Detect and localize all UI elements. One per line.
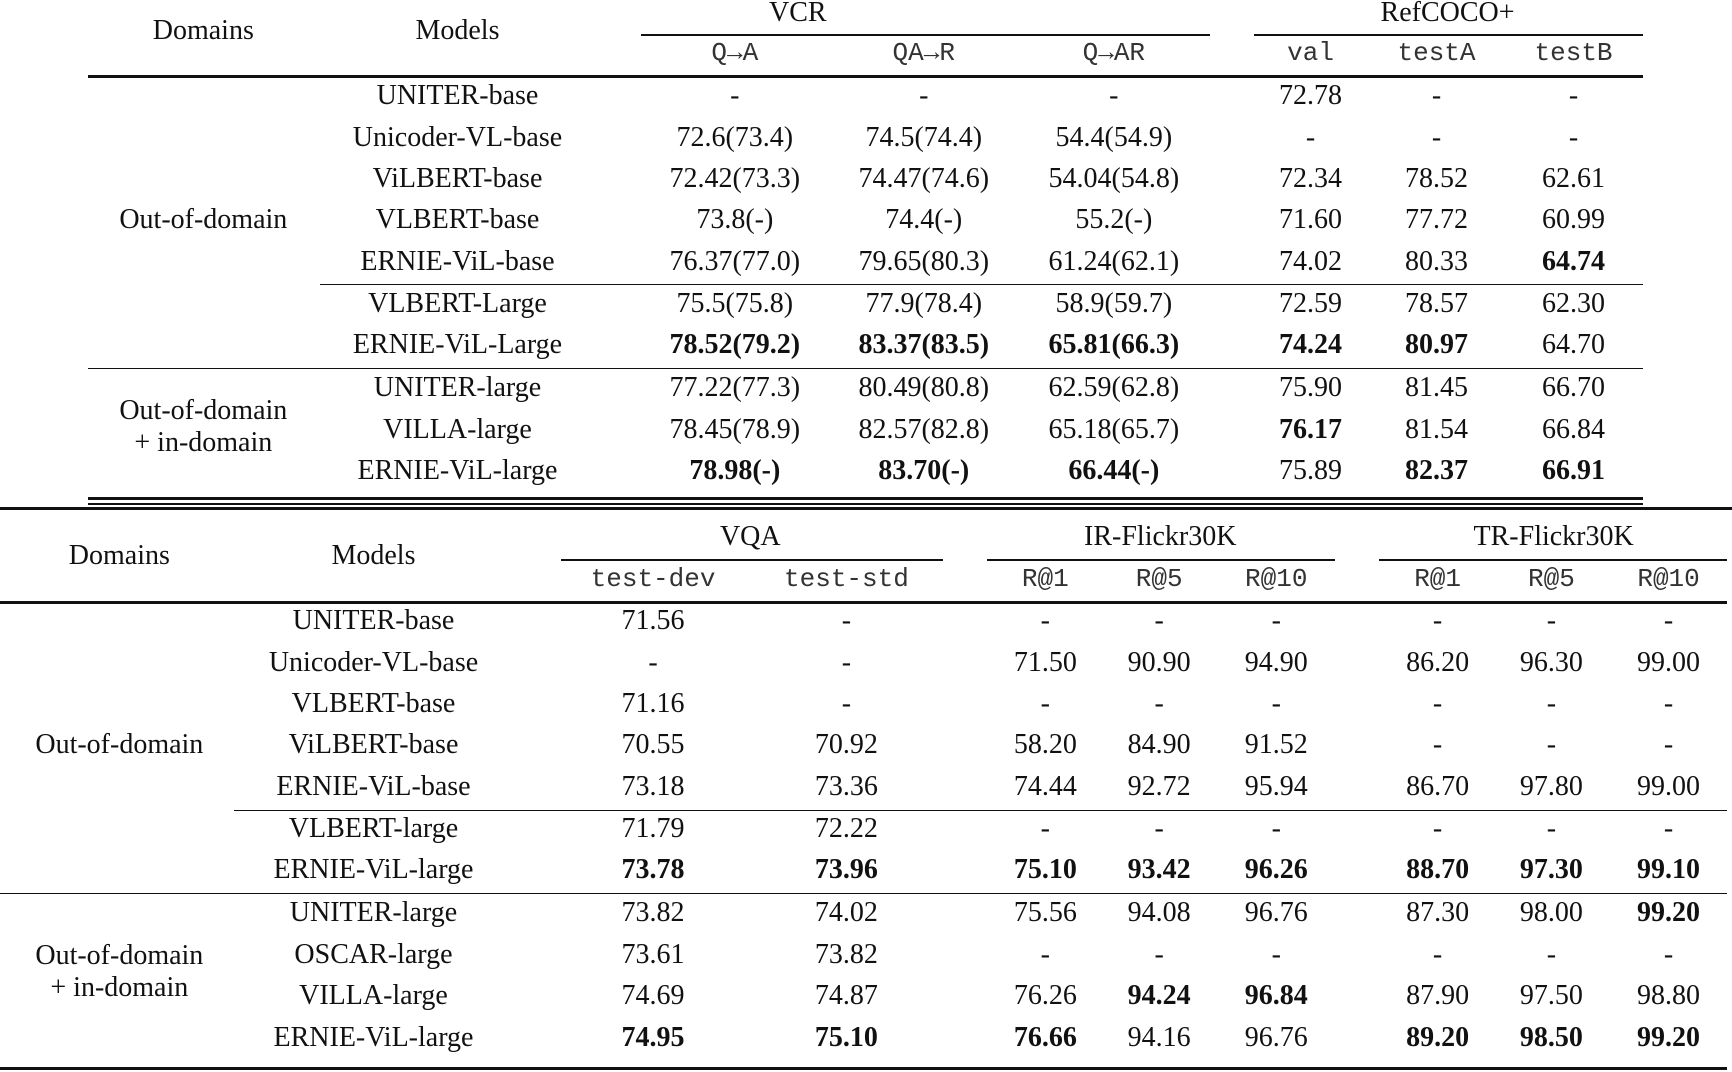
table-cell: 62.30 bbox=[1542, 287, 1606, 319]
model-name: ERNIE-ViL-base bbox=[360, 245, 555, 277]
table-cell: 71.60 bbox=[1279, 203, 1343, 235]
domain-label: Out-of-domain bbox=[35, 728, 204, 760]
table-cell: - bbox=[1546, 605, 1557, 636]
table-cell: 74.95 bbox=[621, 1021, 685, 1053]
table-cell: - bbox=[1663, 938, 1674, 970]
table-cell: 61.24(62.1) bbox=[1048, 245, 1180, 277]
model-name: UNITER-base bbox=[376, 80, 539, 112]
model-name: UNITER-large bbox=[373, 371, 542, 403]
table-cell: 99.20 bbox=[1637, 1021, 1701, 1053]
table-cell: 87.90 bbox=[1406, 979, 1470, 1011]
model-name: UNITER-large bbox=[289, 896, 458, 928]
table-cell: 79.65(80.3) bbox=[858, 245, 990, 277]
table-cell: - bbox=[1154, 605, 1164, 636]
table-cell: - bbox=[1663, 728, 1674, 760]
table-cell: - bbox=[1431, 122, 1442, 154]
table-cell: - bbox=[1663, 687, 1674, 719]
table-cell: - bbox=[1432, 687, 1443, 719]
table-cell: 87.30 bbox=[1406, 896, 1470, 928]
table-cell: 80.97 bbox=[1405, 328, 1468, 360]
table-cell: - bbox=[1271, 605, 1281, 636]
table-rule bbox=[88, 503, 1643, 506]
table-cell: 83.37(83.5) bbox=[858, 328, 990, 360]
model-name: ERNIE-ViL-large bbox=[273, 853, 474, 885]
table-cell: 75.10 bbox=[1013, 853, 1077, 885]
table-cell: 58.20 bbox=[1013, 728, 1077, 760]
domain-label: Out-of-domain bbox=[35, 939, 204, 971]
domains-header: Domains bbox=[152, 14, 254, 46]
table-cell: 98.80 bbox=[1637, 979, 1701, 1011]
model-name: VILLA-large bbox=[383, 413, 532, 445]
table-cell: - bbox=[841, 605, 852, 636]
table-cell: 70.92 bbox=[814, 728, 878, 760]
table-cell: 82.57(82.8) bbox=[858, 413, 990, 445]
table-cell: 86.20 bbox=[1406, 647, 1470, 678]
table-cell: 80.33 bbox=[1405, 245, 1468, 277]
table-cell: 99.20 bbox=[1637, 896, 1701, 928]
table-cell: 86.70 bbox=[1406, 770, 1470, 802]
table-cell: 74.4(-) bbox=[885, 203, 963, 235]
table-cell: - bbox=[1109, 80, 1119, 112]
table-cell: 96.76 bbox=[1244, 1021, 1308, 1053]
table-cell: 71.79 bbox=[621, 812, 685, 844]
table-cell: 62.59(62.8) bbox=[1048, 371, 1180, 403]
table-cell: 78.52 bbox=[1405, 163, 1468, 194]
table-cell: - bbox=[1271, 938, 1281, 970]
table-cell: 71.56 bbox=[621, 605, 685, 636]
table-cell: 96.84 bbox=[1244, 979, 1308, 1011]
table-rule bbox=[0, 1067, 1727, 1070]
table-cell: 99.10 bbox=[1637, 853, 1701, 885]
table-cell: - bbox=[1432, 938, 1443, 970]
model-name: Unicoder-VL-base bbox=[352, 122, 563, 154]
table-cell: 81.45 bbox=[1405, 371, 1468, 403]
table-cell: - bbox=[1040, 687, 1050, 719]
table-cell: 55.2(-) bbox=[1075, 203, 1153, 235]
table-cell: 73.36 bbox=[814, 770, 878, 802]
model-name: Unicoder-VL-base bbox=[268, 647, 479, 678]
table-cell: 72.78 bbox=[1279, 80, 1343, 112]
table-cell: 64.74 bbox=[1542, 245, 1606, 277]
model-name: VLBERT-Large bbox=[368, 287, 547, 319]
group-underline bbox=[1254, 34, 1643, 36]
table-cell: 73.8(-) bbox=[696, 203, 774, 235]
table-cell: 92.72 bbox=[1127, 770, 1191, 802]
table-cell: 96.30 bbox=[1519, 647, 1583, 678]
table-cell: 74.87 bbox=[814, 979, 878, 1011]
model-name: ViLBERT-base bbox=[372, 163, 543, 194]
table-cell: 99.00 bbox=[1637, 647, 1701, 678]
table-cell: - bbox=[841, 687, 852, 719]
table-cell: 96.26 bbox=[1244, 853, 1308, 885]
table-cell: 72.34 bbox=[1279, 163, 1343, 194]
table-cell: 80.49(80.8) bbox=[858, 371, 990, 403]
column-header: R@1 bbox=[1021, 564, 1069, 595]
table-rule bbox=[320, 284, 1643, 286]
table-cell: 71.16 bbox=[621, 687, 685, 719]
table-cell: 70.55 bbox=[621, 728, 685, 760]
model-name: VILLA-large bbox=[299, 979, 448, 1011]
column-header: testB bbox=[1534, 38, 1613, 69]
table-cell: 78.45(78.9) bbox=[669, 413, 801, 445]
table-cell: 73.78 bbox=[621, 853, 685, 885]
table-cell: 89.20 bbox=[1406, 1021, 1470, 1053]
table-rule bbox=[0, 507, 1732, 510]
table-cell: 73.82 bbox=[621, 896, 685, 928]
table-cell: 66.84 bbox=[1542, 413, 1606, 445]
group-underline bbox=[561, 559, 942, 561]
table-cell: 65.18(65.7) bbox=[1048, 413, 1180, 445]
model-name: ERNIE-ViL-Large bbox=[352, 328, 563, 360]
table-cell: 77.9(78.4) bbox=[865, 287, 983, 319]
domain-label: Out-of-domain bbox=[119, 203, 288, 235]
table-cell: 82.37 bbox=[1405, 454, 1468, 486]
table-cell: 64.70 bbox=[1542, 328, 1606, 360]
table-cell: - bbox=[1040, 605, 1050, 636]
model-name: VLBERT-base bbox=[291, 687, 456, 719]
table-rule bbox=[88, 368, 1643, 370]
table-cell: 73.61 bbox=[621, 938, 685, 970]
table-cell: - bbox=[1568, 80, 1579, 112]
table-cell: 76.66 bbox=[1013, 1021, 1077, 1053]
table-cell: - bbox=[1040, 812, 1050, 844]
table-cell: 94.08 bbox=[1127, 896, 1191, 928]
model-name: ERNIE-ViL-base bbox=[276, 770, 471, 802]
table-cell: 78.57 bbox=[1405, 287, 1468, 319]
table-cell: - bbox=[730, 80, 740, 112]
table-cell: 72.59 bbox=[1279, 287, 1343, 319]
table-rule bbox=[234, 810, 1727, 812]
table-cell: 62.61 bbox=[1542, 163, 1606, 194]
table-cell: 94.24 bbox=[1127, 979, 1191, 1011]
table-cell: - bbox=[1663, 812, 1674, 844]
table-cell: 75.56 bbox=[1013, 896, 1077, 928]
table-cell: - bbox=[1663, 605, 1674, 636]
table-cell: - bbox=[1271, 687, 1281, 719]
table-cell: 96.76 bbox=[1244, 896, 1308, 928]
table-cell: - bbox=[1431, 80, 1442, 112]
table-cell: 78.52(79.2) bbox=[669, 328, 801, 360]
table-cell: 73.18 bbox=[621, 770, 685, 802]
table-cell: 94.90 bbox=[1244, 647, 1308, 678]
table-cell: 77.72 bbox=[1405, 203, 1468, 235]
group-header: RefCOCO+ bbox=[1380, 0, 1515, 29]
table-cell: - bbox=[1546, 687, 1557, 719]
table-cell: 84.90 bbox=[1127, 728, 1191, 760]
table-cell: 94.16 bbox=[1127, 1021, 1191, 1053]
table-cell: 77.22(77.3) bbox=[669, 371, 801, 403]
table-cell: - bbox=[841, 647, 852, 678]
domain-label: + in-domain bbox=[134, 427, 273, 459]
table-cell: 78.98(-) bbox=[689, 454, 781, 486]
table-rule bbox=[88, 75, 1643, 78]
table-cell: 74.69 bbox=[621, 979, 685, 1011]
group-header: IR-Flickr30K bbox=[1084, 521, 1237, 553]
table-cell: 90.90 bbox=[1127, 647, 1191, 678]
table-cell: 72.42(73.3) bbox=[669, 163, 801, 194]
model-name: VLBERT-large bbox=[288, 812, 459, 844]
model-name: VLBERT-base bbox=[375, 203, 540, 235]
table-cell: 81.54 bbox=[1405, 413, 1468, 445]
table-cell: - bbox=[1568, 122, 1579, 154]
table-cell: - bbox=[1546, 728, 1557, 760]
group-header: VQA bbox=[719, 521, 781, 553]
table-cell: 76.17 bbox=[1279, 413, 1343, 445]
domains-header: Domains bbox=[68, 539, 170, 571]
table-cell: 60.99 bbox=[1542, 203, 1606, 235]
table-cell: 93.42 bbox=[1127, 853, 1191, 885]
table-cell: 76.37(77.0) bbox=[669, 245, 801, 277]
group-header: VCR bbox=[769, 0, 827, 29]
column-header: Q→A bbox=[711, 38, 759, 69]
model-name: ERNIE-ViL-large bbox=[357, 454, 558, 486]
model-name: UNITER-base bbox=[292, 605, 455, 636]
table-cell: 98.50 bbox=[1519, 1021, 1583, 1053]
group-header: TR-Flickr30K bbox=[1473, 521, 1634, 553]
table-cell: 95.94 bbox=[1244, 770, 1308, 802]
table-cell: 75.10 bbox=[814, 1021, 878, 1053]
group-underline bbox=[987, 559, 1335, 561]
group-underline bbox=[641, 34, 1210, 36]
table-cell: 75.90 bbox=[1279, 371, 1343, 403]
table-cell: 72.22 bbox=[814, 812, 878, 844]
table-cell: - bbox=[1040, 938, 1050, 970]
table-cell: 74.5(74.4) bbox=[865, 122, 983, 154]
column-header: R@5 bbox=[1135, 564, 1183, 595]
table-cell: - bbox=[1154, 938, 1164, 970]
table-cell: - bbox=[1432, 812, 1443, 844]
table-cell: - bbox=[1546, 812, 1557, 844]
table-cell: 76.26 bbox=[1013, 979, 1077, 1011]
column-header: R@1 bbox=[1414, 564, 1461, 595]
table-cell: 74.24 bbox=[1279, 328, 1343, 360]
models-header: Models bbox=[331, 539, 416, 571]
table-cell: - bbox=[648, 647, 658, 678]
table-cell: 74.44 bbox=[1013, 770, 1077, 802]
table-cell: - bbox=[1154, 812, 1164, 844]
table-cell: 54.4(54.9) bbox=[1055, 122, 1173, 154]
table-cell: 75.5(75.8) bbox=[676, 287, 794, 319]
table-cell: 66.44(-) bbox=[1068, 454, 1160, 486]
table-cell: - bbox=[919, 80, 929, 112]
table-cell: 54.04(54.8) bbox=[1048, 163, 1180, 194]
table-cell: 97.50 bbox=[1519, 979, 1583, 1011]
table-rule bbox=[0, 893, 1727, 895]
table-cell: 97.80 bbox=[1519, 770, 1583, 802]
domain-label: + in-domain bbox=[50, 971, 189, 1003]
table-rule bbox=[0, 601, 1727, 604]
table-cell: - bbox=[1154, 687, 1164, 719]
table-cell: - bbox=[1546, 938, 1557, 970]
table-cell: 66.70 bbox=[1542, 371, 1606, 403]
column-header: R@10 bbox=[1637, 564, 1700, 595]
table-rule bbox=[88, 497, 1643, 500]
table-cell: 91.52 bbox=[1244, 728, 1308, 760]
table-cell: 98.00 bbox=[1519, 896, 1583, 928]
model-name: ViLBERT-base bbox=[288, 728, 459, 760]
column-header: test-std bbox=[784, 564, 909, 595]
table-cell: - bbox=[1305, 122, 1316, 154]
table-cell: 72.6(73.4) bbox=[676, 122, 794, 154]
model-name: ERNIE-ViL-large bbox=[273, 1021, 474, 1053]
table-cell: 58.9(59.7) bbox=[1055, 287, 1173, 319]
column-header: val bbox=[1287, 38, 1334, 69]
table-cell: 74.02 bbox=[1279, 245, 1343, 277]
table-cell: 75.89 bbox=[1279, 454, 1343, 486]
table-cell: 73.82 bbox=[814, 938, 878, 970]
column-header: Q→AR bbox=[1082, 38, 1146, 69]
table-cell: 74.47(74.6) bbox=[858, 163, 990, 194]
table-cell: 83.70(-) bbox=[878, 454, 970, 486]
column-header: R@10 bbox=[1245, 564, 1308, 595]
group-underline bbox=[1379, 559, 1727, 561]
column-header: testA bbox=[1397, 38, 1476, 69]
table-cell: 73.96 bbox=[814, 853, 878, 885]
table-cell: 66.91 bbox=[1542, 454, 1606, 486]
table-cell: 97.30 bbox=[1519, 853, 1583, 885]
model-name: OSCAR-large bbox=[294, 938, 453, 970]
table-cell: 99.00 bbox=[1637, 770, 1701, 802]
column-header: test-dev bbox=[590, 564, 716, 595]
models-header: Models bbox=[415, 14, 500, 46]
table-cell: - bbox=[1432, 605, 1443, 636]
table-cell: 65.81(66.3) bbox=[1048, 328, 1180, 360]
table-cell: 71.50 bbox=[1013, 647, 1077, 678]
column-header: R@5 bbox=[1528, 564, 1575, 595]
table-cell: - bbox=[1271, 812, 1281, 844]
table-cell: 74.02 bbox=[814, 896, 878, 928]
domain-label: Out-of-domain bbox=[119, 395, 288, 427]
table-cell: 88.70 bbox=[1406, 853, 1470, 885]
column-header: QA→R bbox=[892, 38, 955, 69]
table-cell: - bbox=[1432, 728, 1443, 760]
